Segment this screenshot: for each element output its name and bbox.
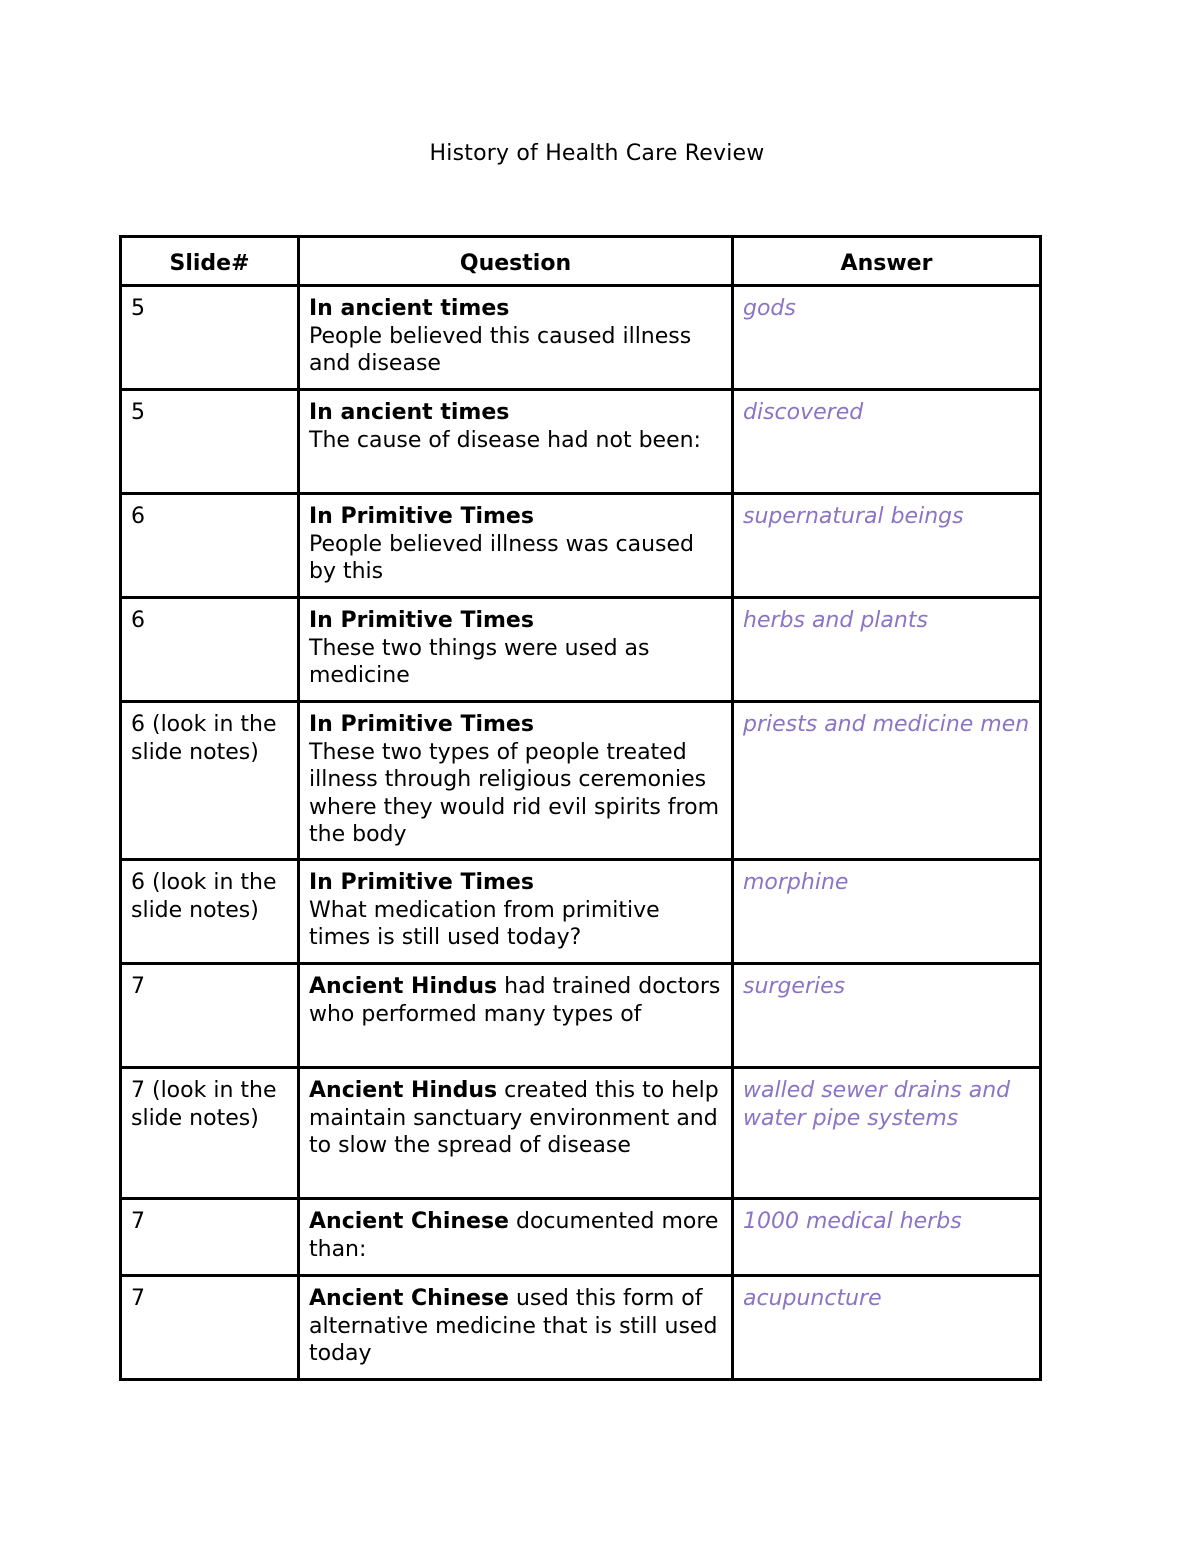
question-heading: Ancient Hindus xyxy=(309,974,498,999)
question-cell xyxy=(299,1068,733,1199)
table-header-row xyxy=(121,237,1041,286)
question-heading: In ancient times xyxy=(309,296,510,321)
answer-cell: 1000 medical herbs xyxy=(733,1199,1041,1276)
question-heading: Ancient Chinese xyxy=(309,1209,509,1234)
question-cell xyxy=(299,860,733,964)
answer-cell: priests and medicine men xyxy=(733,702,1041,860)
question-text: had trained doctors who performed many types of xyxy=(309,974,721,1027)
question-heading: In Primitive Times xyxy=(309,870,534,895)
question-text: used this form of alternative medicine that is still used today xyxy=(309,1286,718,1366)
page-title: History of Health Care Review xyxy=(429,141,765,166)
answer-cell: acupuncture xyxy=(733,1276,1041,1380)
slide-cell: 6 (look in the slide notes) xyxy=(121,702,299,860)
table-row xyxy=(121,964,1041,1068)
question-text: These two types of people treated illness through religious ceremonies where they would rid evil spirits from the body xyxy=(309,739,720,847)
slide-cell: 6 xyxy=(121,494,299,598)
answer-cell: discovered xyxy=(733,390,1041,494)
answer-cell: morphine xyxy=(733,860,1041,964)
question-text: What medication from primitive times is still used today? xyxy=(309,897,660,950)
question-heading: In Primitive Times xyxy=(309,712,534,737)
table-row xyxy=(121,702,1041,860)
slide-cell: 5 xyxy=(121,390,299,494)
question-text: People believed illness was caused by this xyxy=(309,531,694,584)
slide-cell: 7 xyxy=(121,964,299,1068)
question-cell xyxy=(299,598,733,702)
question-cell xyxy=(299,390,733,494)
question-cell xyxy=(299,1199,733,1276)
answer-cell: herbs and plants xyxy=(733,598,1041,702)
slide-cell: 7 xyxy=(121,1199,299,1276)
question-text: created this to help maintain sanctuary environment and to slow the spread of disease xyxy=(309,1078,719,1158)
question-cell xyxy=(299,286,733,390)
question-cell xyxy=(299,702,733,860)
table-row xyxy=(121,1276,1041,1380)
header-slide: Slide# xyxy=(121,237,299,286)
question-cell xyxy=(299,1276,733,1380)
slide-cell: 7 xyxy=(121,1276,299,1380)
table-row xyxy=(121,286,1041,390)
question-heading: Ancient Hindus xyxy=(309,1078,498,1103)
question-heading: In Primitive Times xyxy=(309,504,534,529)
question-text: The cause of disease had not been: xyxy=(309,427,701,453)
header-answer: Answer xyxy=(733,237,1041,286)
question-heading: In ancient times xyxy=(309,400,510,425)
header-question: Question xyxy=(299,237,733,286)
table-row xyxy=(121,494,1041,598)
question-cell xyxy=(299,964,733,1068)
table-row xyxy=(121,390,1041,494)
question-cell xyxy=(299,494,733,598)
answer-cell: gods xyxy=(733,286,1041,390)
table-row xyxy=(121,860,1041,964)
question-heading: In Primitive Times xyxy=(309,608,534,633)
table-row xyxy=(121,598,1041,702)
question-text: These two things were used as medicine xyxy=(309,635,650,688)
question-text: People believed this caused illness and disease xyxy=(309,323,692,376)
slide-cell: 5 xyxy=(121,286,299,390)
slide-cell: 7 (look in the slide notes) xyxy=(121,1068,299,1199)
answer-cell: surgeries xyxy=(733,964,1041,1068)
answer-cell: supernatural beings xyxy=(733,494,1041,598)
review-table xyxy=(119,235,1042,1381)
question-heading: Ancient Chinese xyxy=(309,1286,509,1311)
slide-cell: 6 (look in the slide notes) xyxy=(121,860,299,964)
table-row xyxy=(121,1068,1041,1199)
table-row xyxy=(121,1199,1041,1276)
slide-cell: 6 xyxy=(121,598,299,702)
question-text: documented more than: xyxy=(309,1209,719,1262)
answer-cell: walled sewer drains and water pipe systems xyxy=(733,1068,1041,1199)
